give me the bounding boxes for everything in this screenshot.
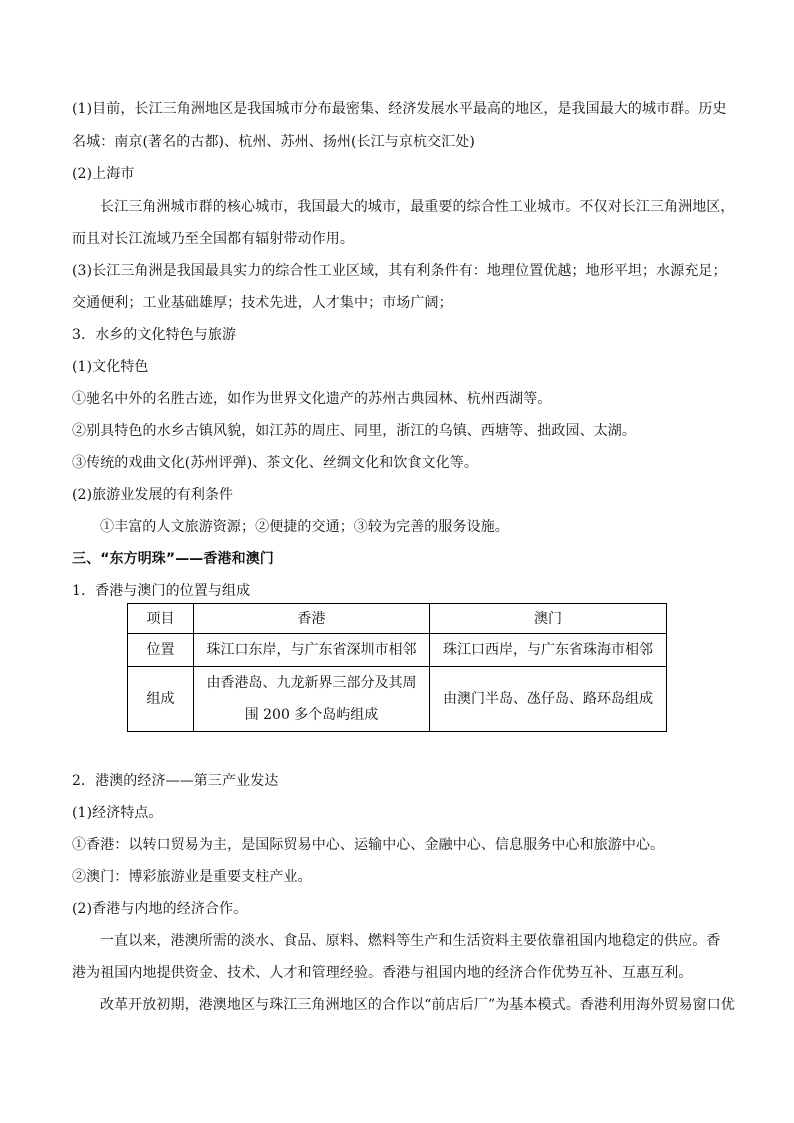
table-cell: 组成 xyxy=(128,667,194,732)
hk-macau-table xyxy=(127,603,667,732)
section-subheading: (2)香港与内地的经济合作。 xyxy=(72,901,248,917)
table-row xyxy=(128,634,667,667)
paragraph-line: ①丰富的人文旅游资源；②便捷的交通；③较为完善的服务设施。 xyxy=(100,519,509,535)
paragraph-line: (3)长江三角洲是我国最具实力的综合性工业区域，其有利条件有：地理位置优越；地形平坦；水源充足； xyxy=(72,263,727,279)
section-heading: 3．水乡的文化特色与旅游 xyxy=(72,327,237,343)
table-cell: 由澳门半岛、氹仔岛、路环岛组成 xyxy=(430,667,667,732)
section-subheading: (1)经济特点。 xyxy=(72,805,163,821)
table-row xyxy=(128,667,667,732)
chapter-heading: 三、“东方明珠”——香港和澳门 xyxy=(72,551,274,567)
paragraph-line: 改革开放初期，港澳地区与珠江三角洲地区的合作以“前店后厂”为基本模式。香港利用海外贸易窗口优 xyxy=(100,997,735,1013)
table-cell: 珠江口东岸，与广东省深圳市相邻 xyxy=(194,634,430,667)
section-heading: 2．港澳的经济——第三产业发达 xyxy=(72,773,279,789)
paragraph-line: 而且对长江流域乃至全国都有辐射带动作用。 xyxy=(72,231,354,247)
table-cell-line: 由香港岛、九龙新界三部分及其周 xyxy=(206,675,417,691)
table-header-cell: 项目 xyxy=(128,604,194,634)
table-cell-line: 围 200 多个岛屿组成 xyxy=(244,707,379,723)
paragraph-line: 交通便利；工业基础雄厚；技术先进，人才集中；市场广阔； xyxy=(72,295,453,311)
paragraph-line: 一直以来，港澳所需的淡水、食品、原料、燃料等生产和生活资料主要依靠祖国内地稳定的供应。香 xyxy=(100,933,721,949)
paragraph-line: 长江三角洲城市群的核心城市，我国最大的城市，最重要的综合性工业城市。不仅对长江三角洲地区， xyxy=(100,199,735,215)
table-header-row xyxy=(128,604,667,634)
section-subheading: (1)文化特色 xyxy=(72,359,149,375)
table-cell: 珠江口西岸，与广东省珠海市相邻 xyxy=(430,634,667,667)
section-subheading: (2)上海市 xyxy=(72,166,135,182)
list-item: ③传统的戏曲文化(苏州评弹)、茶文化、丝绸文化和饮食文化等。 xyxy=(72,455,478,471)
list-item: ②别具特色的水乡古镇风貌，如江苏的周庄、同里，浙江的乌镇、西塘等、拙政园、太湖。 xyxy=(72,423,636,439)
section-subheading: (2)旅游业发展的有利条件 xyxy=(72,487,234,503)
paragraph-line: 港为祖国内地提供资金、技术、人才和管理经验。香港与祖国内地的经济合作优势互补、互惠互利。 xyxy=(72,965,693,981)
list-item: ①香港：以转口贸易为主，是国际贸易中心、运输中心、金融中心、信息服务中心和旅游中心。 xyxy=(72,837,665,853)
list-item: ②澳门：博彩旅游业是重要支柱产业。 xyxy=(72,869,312,885)
table-cell: 位置 xyxy=(128,634,194,667)
paragraph-line: (1)目前，长江三角洲地区是我国城市分布最密集、经济发展水平最高的地区，是我国最大的城市群。历史 xyxy=(72,101,727,117)
paragraph-line: 名城：南京(著名的古都)、杭州、苏州、扬州(长江与京杭交汇处) xyxy=(72,134,475,150)
section-heading: 1．香港与澳门的位置与组成 xyxy=(72,583,251,599)
table-cell-composition-hk xyxy=(194,667,430,732)
table-header-cell: 香港 xyxy=(194,604,430,634)
table-header-cell: 澳门 xyxy=(430,604,667,634)
list-item: ①驰名中外的名胜古迹，如作为世界文化遗产的苏州古典园林、杭州西湖等。 xyxy=(72,391,552,407)
